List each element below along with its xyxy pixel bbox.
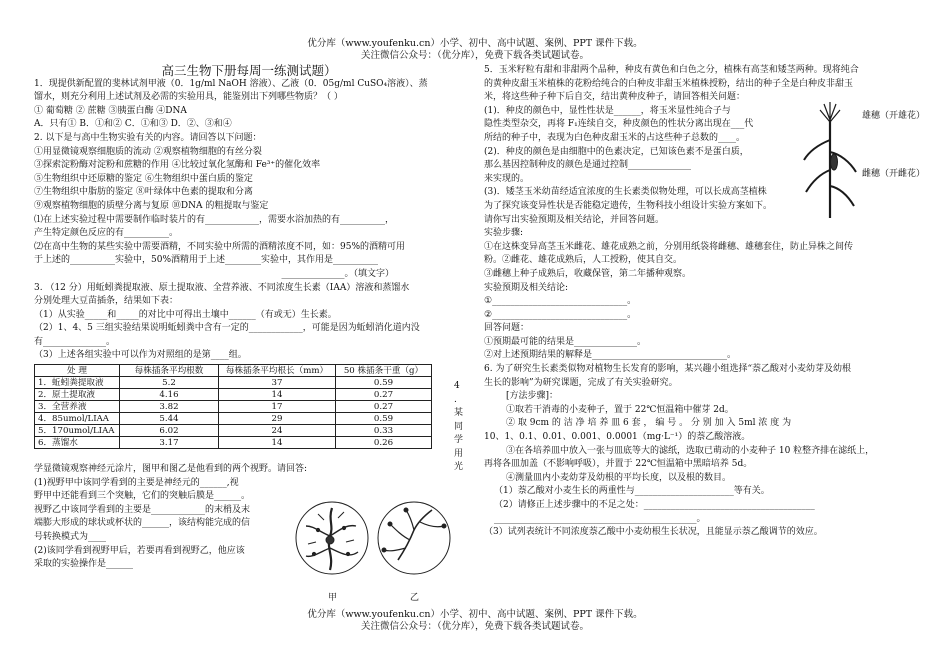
table-cell: 0.59 (336, 377, 432, 389)
q4-line: 视野乙中该同学看到的主要是____________的末梢及末 (34, 504, 251, 515)
side-char: 4 (454, 381, 460, 391)
table-cell: 2．原土提取液 (35, 389, 120, 401)
q3-line: 3. （12 分）用蚯蚓粪提取液、原土提取液、全营养液、不同浓度生长素（IAA）溶液和蒸馏水 (34, 282, 410, 293)
question-3 (34, 282, 464, 364)
q2-line: 产生特定颜色反应的有__________。 (34, 228, 179, 239)
table-header: 每株插条平均根长（mm） (219, 365, 336, 377)
q2-line: ⑦生物组织中脂肪的鉴定 ⑧叶绿体中色素的提取和分离 (34, 187, 253, 198)
q5-line: ③雌穗上种子成熟后，收藏保管，第二年播种观察。 (484, 268, 692, 279)
table-cell: 3.82 (120, 401, 219, 413)
plant-label-tassel: 雄穗（开雄花） (862, 111, 926, 121)
table-cell: 0.59 (336, 413, 432, 425)
q5-line: (1)．种皮的颜色中，显性性状是______，将玉米显性纯合子与 (484, 105, 731, 116)
q6-line: _____________________________________________。 (494, 513, 706, 524)
header-line-2: 关注微信公众号：（优分库），免费下载各类试题试卷。 (360, 50, 589, 61)
q5-line: (2)．种皮的颜色是由细胞中的色素决定，已知该色素不是蛋白质， (484, 146, 749, 157)
footer-line-2: 关注微信公众号：（优分库），免费下载各类试题试卷。 (360, 621, 589, 632)
side-char: 光 (454, 462, 464, 472)
q4-line: (1)视野甲中该同学看到的主要是神经元的______,视 (34, 477, 239, 488)
table-row (35, 437, 432, 449)
q5-line: (3)．矮茎玉米幼苗经适宜浓度的生长素类似物处理，可以长成高茎植株 (484, 187, 767, 198)
q5-line: ①______________________________。 (484, 296, 637, 307)
q3-line: （2）1、4、5 三组实验结果说明蚯蚓粪中含有一定的____________，可能是因为蚯蚓消化道内没 (34, 323, 420, 334)
table-cell: 4．85umol/LIAA (35, 413, 120, 425)
table-row (35, 377, 432, 389)
q6-line: 6. 为了研究生长素类似物对植物生长发育的影响，某兴趣小组选择“萘乙酸对小麦幼芽及幼根 (484, 364, 852, 375)
q6-line: 再将各皿加盖（不影响呼吸），并置于 22℃恒温箱中黑暗培养 5d。 (484, 459, 753, 470)
q6-line: （2）请修正上述步骤中的不足之处：______________________________________ (494, 500, 815, 510)
table-cell: 5.44 (120, 413, 219, 425)
q2-line: 2. 以下是与高中生物实验有关的内容。请回答以下问题： (34, 132, 262, 143)
q6-line: （3）试列表统计不同浓度萘乙酸中小麦幼根生长状况，且能显示萘乙酸调节的效应。 (484, 527, 823, 538)
table-cell: 6.02 (120, 425, 219, 437)
q2-line: ⑴在上述实验过程中需要制作临时装片的有____________，需要水浴加热的有__________， (34, 214, 395, 225)
q5-line: ②对上述预期结果的解释是______________________________。 (484, 350, 737, 361)
right-column (484, 64, 924, 540)
table-cell: 0.27 (336, 389, 432, 401)
q5-line: 米，将这些种子种下后自交，结出黄种皮种子，请回答相关问题： (484, 92, 746, 103)
q5-line: 来实现的。 (484, 173, 530, 184)
table-cell: 14 (219, 437, 336, 449)
q1-line: 馏水，则充分利用上述试剂及必需的实验用具，能鉴别出下列哪些物质？（ ） (34, 92, 343, 103)
q3-line: （3）上述各组实验中可以作为对照组的是第____组。 (34, 350, 247, 361)
table-row (35, 389, 432, 401)
table-cell: 0.26 (336, 437, 432, 449)
corn-plant-illustration (800, 100, 858, 218)
q5-line: 那么基因控制种皮的颜色是通过控制______________ (484, 160, 692, 171)
q4-line: (2)该同学看到视野甲后，若要再看到视野乙，他应该 (34, 545, 245, 556)
q4-line: 学显微镜观察神经元涂片，图甲和图乙是他看到的两个视野。请回答: (34, 464, 308, 475)
table-row (35, 425, 432, 437)
q4-line: 野甲中还能看到三个突触，它们的突触后膜是______。 (34, 491, 251, 502)
side-char: . (454, 394, 457, 405)
q5-line: 的黄种皮甜玉米植株的花粉给纯合的白种皮非甜玉米植株授粉，结出的种子全是白种皮非甜玉 (484, 78, 854, 89)
q3-line: 有______________。 (34, 336, 116, 347)
q4-side-text (454, 380, 464, 475)
q4-line: 端膨大形成的球状或杯状的______，该结构能完成的信 (34, 518, 251, 529)
q5-line: ②______________________________。 (484, 309, 637, 320)
table-cell: 1．蚯蚓粪提取液 (35, 377, 120, 389)
q6-line: ④测量皿内小麦幼芽及幼根的平均长度，以及根的数目。 (506, 472, 732, 483)
table-cell: 17 (219, 401, 336, 413)
q2-line: ______________。（填文字） (281, 268, 394, 279)
q5-line: 实验预期及相关结论: (484, 282, 569, 293)
q5-line: 为了探究该变异性状是否能稳定遗传，生物科技小组设计实验方案如下。 (484, 200, 773, 211)
neuron-view-yi (378, 502, 450, 574)
footer-line-1: 优分库（www.youfenku.cn）小学、初中、高中试题、案例、PPT 课件下载。 (307, 609, 643, 620)
table-header: 每株插条平均根数 (120, 365, 219, 377)
q6-line: ② 取 9cm 的 洁 净 培 养 皿 6 套 ， 编 号 。 分 别 加 入 5ml 浓 度 为 (506, 418, 792, 429)
table-cell: 3.17 (120, 437, 219, 449)
table-cell: 37 (219, 377, 336, 389)
side-char: 同 (454, 421, 464, 432)
question-1 (34, 78, 464, 132)
q5-line: 实验步骤: (484, 228, 524, 239)
table-cell: 5.2 (120, 377, 219, 389)
q1-line: ① 葡萄糖 ② 蔗糖 ③胰蛋白酶 ④DNA (34, 105, 187, 116)
q2-line: ③探索淀粉酶对淀粉和蔗糖的作用 ④比较过氧化氢酶和 Fe³⁺的催化效率 (34, 160, 321, 171)
q2-line: ⑵在高中生物的某些实验中需要酒精，不同实验中所需的酒精浓度不同，如：95%的酒精可用 (34, 241, 406, 252)
q5-line: ①在这株变异高茎玉米雌花、雄花成熟之前，分别用纸袋将雌穗、雄穗套住，防止异株之间传 (484, 241, 854, 252)
q2-line: ⑨观察植物细胞的质壁分离与复原 ⑩DNA 的粗提取与鉴定 (34, 200, 269, 211)
header-line-1: 优分库（www.youfenku.cn）小学、初中、高中试题、案例、PPT 课件下载。 (307, 38, 643, 49)
q3-line: （1）从实验_____和_____的对比中可得出土壤中______（有或无）生长素。 (34, 309, 337, 320)
q5-line: 请你写出实验预期及相关结论，并回答问题。 (484, 214, 665, 225)
side-char: 学 (454, 435, 464, 445)
table-cell: 0.27 (336, 401, 432, 413)
q6-line: [方法步骤]： (506, 391, 559, 402)
table-cell: 14 (219, 389, 336, 401)
table-header: 处 理 (35, 365, 120, 377)
q5-line: ①预期最可能的结果是______________。 (484, 336, 647, 347)
table-cell: 5．170umol/LIAA (35, 425, 120, 437)
question-5 (484, 64, 924, 540)
q6-line: ③在各培养皿中放入一张与皿底等大的滤纸，选取已萌动的小麦种子 10 粒整齐排在滤纸上， (506, 445, 875, 456)
q6-line: 10、1、0.1、0.01、0.001、0.0001（mg·L⁻¹）的萘乙酸溶液。 (484, 432, 751, 443)
table-cell: 29 (219, 413, 336, 425)
q3-line: 分别处理大豆苗插条，结果如下表： (34, 296, 179, 307)
plant-label-ear: 雌穗（开雌花） (862, 169, 926, 179)
q2-line: 于上述的__________实验中，50%酒精用于上述________实验中，其作用是__________ (34, 255, 379, 266)
table-cell: 3．全营养液 (35, 401, 120, 413)
q4-line: 号转换模式为____ (34, 532, 107, 543)
q5-line: 回答问题： (484, 323, 530, 334)
table-cell: 0.33 (336, 425, 432, 437)
table-header: 50 株插条干重（g） (336, 365, 432, 377)
side-char: 某 (454, 408, 464, 418)
q4-line: 采取的实验操作是______ (34, 559, 134, 570)
page-footer (0, 609, 950, 633)
neuron-figure (294, 496, 454, 584)
question-2 (34, 132, 464, 282)
q1-line: 1．现提供新配置的斐林试剂甲液（0．1g/ml NaOH 溶液）、乙液（0．05g/ml CuSO₄溶液）、蒸 (34, 78, 428, 89)
table-row (35, 413, 432, 425)
results-table (34, 364, 432, 449)
page-title: 高三生物下册每周一练测试题） (161, 63, 337, 78)
table-row (35, 401, 432, 413)
figure-label-yi: 乙 (410, 593, 420, 603)
table-cell: 24 (219, 425, 336, 437)
q2-line: ⑤生物组织中还原糖的鉴定 ⑥生物组织中蛋白质的鉴定 (34, 173, 253, 184)
q6-line: 生长的影响”为研究课题，完成了有关实验研究。 (484, 377, 678, 388)
table-cell: 6．蒸馏水 (35, 437, 120, 449)
figure-label-jia: 甲 (328, 593, 338, 603)
page-header (0, 38, 950, 62)
q5-line: 5．玉米籽粒有甜和非甜两个品种，种皮有黄色和白色之分，植株有高茎和矮茎两种。现将纯合 (484, 65, 859, 75)
q5-line: 粉。②雌花、雄花成熟后，人工授粉，使其自交。 (484, 255, 683, 266)
q2-line: ①用显微镜观察细胞质的流动 ②观察植物细胞的有丝分裂 (34, 146, 262, 157)
q6-line: ①取若干消毒的小麦种子，置于 22℃恒温箱中催芽 2d。 (506, 404, 734, 415)
neuron-view-jia (296, 502, 368, 574)
q6-line: （1）萘乙酸对小麦生长的两重性与______________________等有关。 (494, 486, 770, 497)
table-header-row (35, 365, 432, 377)
table-cell: 4.16 (120, 389, 219, 401)
q5-line: 隐性类型杂交，再将 F₁连续自交，种皮颜色的性状分离出现在___代 (484, 119, 754, 130)
q5-line: 所结的种子中，表现为白色种皮甜玉米的占这些种子总数的____。 (484, 132, 746, 143)
side-char: 用 (454, 448, 464, 459)
q1-line: A．只有① B．①和② C．①和③ D．②、③和④ (34, 119, 232, 130)
